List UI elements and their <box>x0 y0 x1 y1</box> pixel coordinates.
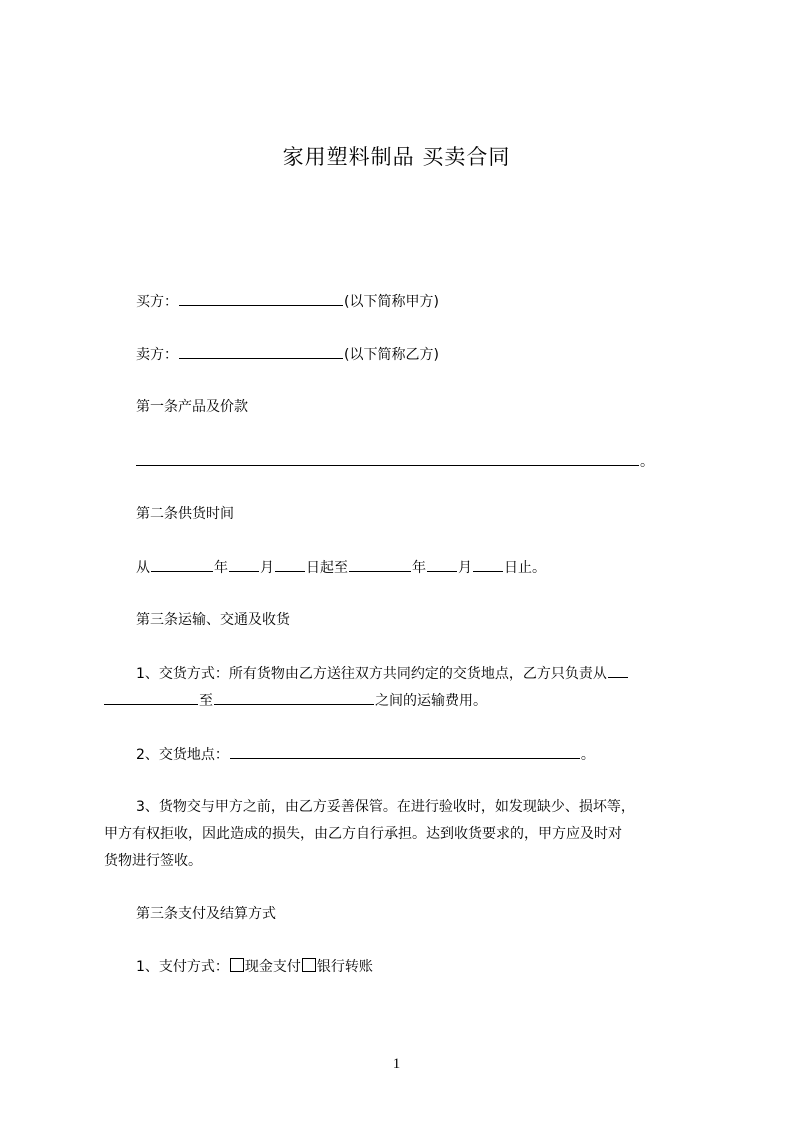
item-3-line-2: 甲方有权拒收，因此造成的损失，由乙方自行承担。达到收货要求的，甲方应及时对 <box>104 826 622 842</box>
buyer-name-blank[interactable] <box>179 292 343 306</box>
time-year-label: 年 <box>214 560 228 576</box>
buyer-line <box>136 292 439 311</box>
item-1-end: 之间的运输费用。 <box>375 693 487 709</box>
item-3-line-1: 3、货物交与甲方之前，由乙方妥善保管。在进行验收时，如发现缺少、损坏等， <box>136 799 635 815</box>
item-1-line-1 <box>136 664 629 683</box>
buyer-suffix: (以下简称甲方) <box>344 294 439 310</box>
item-2-line <box>136 745 595 764</box>
article-4-heading: 第三条支付及结算方式 <box>136 906 276 922</box>
article-1-heading: 第一条产品及价款 <box>136 399 248 415</box>
start-month-blank[interactable] <box>229 558 259 572</box>
seller-suffix: (以下简称乙方) <box>344 347 439 363</box>
article-3-heading: 第三条运输、交通及收货 <box>136 612 290 628</box>
item-1-to: 至 <box>199 693 213 709</box>
bank-transfer-option-label: 银行转账 <box>316 959 373 975</box>
bank-transfer-checkbox[interactable] <box>302 958 316 972</box>
time-month-label: 月 <box>260 560 274 576</box>
article-2-heading: 第二条供货时间 <box>136 506 234 522</box>
end-year-blank[interactable] <box>349 558 411 572</box>
item-2-end: 。 <box>580 747 595 763</box>
start-year-blank[interactable] <box>151 558 213 572</box>
item-1-text: 1、交货方式：所有货物由乙方送往双方共同约定的交货地点，乙方只负责从 <box>136 666 607 682</box>
item-1-line-2 <box>104 691 487 710</box>
end-day-blank[interactable] <box>473 558 503 572</box>
end-month-blank[interactable] <box>427 558 457 572</box>
cash-checkbox[interactable] <box>230 958 244 972</box>
cash-option-label: 现金支付 <box>244 959 301 975</box>
article-1-line <box>136 452 654 471</box>
seller-line <box>136 345 439 364</box>
seller-name-blank[interactable] <box>179 345 343 359</box>
buyer-label: 买方： <box>136 294 178 310</box>
payment-method-line <box>136 958 373 976</box>
time-day-start-label: 日起至 <box>306 560 348 576</box>
article-1-end: 。 <box>640 454 654 470</box>
seller-label: 卖方： <box>136 347 178 363</box>
payment-label: 1、支付方式： <box>136 959 229 975</box>
delivery-place-blank[interactable] <box>230 745 580 759</box>
page-number: 1 <box>392 1056 401 1072</box>
origin-blank-part2[interactable] <box>104 691 198 705</box>
time-from: 从 <box>136 560 150 576</box>
item-2-label: 2、交货地点： <box>136 747 229 763</box>
item-3-line-3: 货物进行签收。 <box>104 853 202 869</box>
product-price-blank[interactable] <box>136 452 639 466</box>
contract-title: 家用塑料制品 买卖合同 <box>282 145 511 169</box>
time-month-label-2: 月 <box>458 560 472 576</box>
time-day-end-label: 日止。 <box>504 560 546 576</box>
time-year-label-2: 年 <box>412 560 426 576</box>
origin-blank-part1[interactable] <box>608 664 628 678</box>
destination-blank[interactable] <box>214 691 374 705</box>
supply-time-line <box>136 558 546 577</box>
start-day-blank[interactable] <box>275 558 305 572</box>
